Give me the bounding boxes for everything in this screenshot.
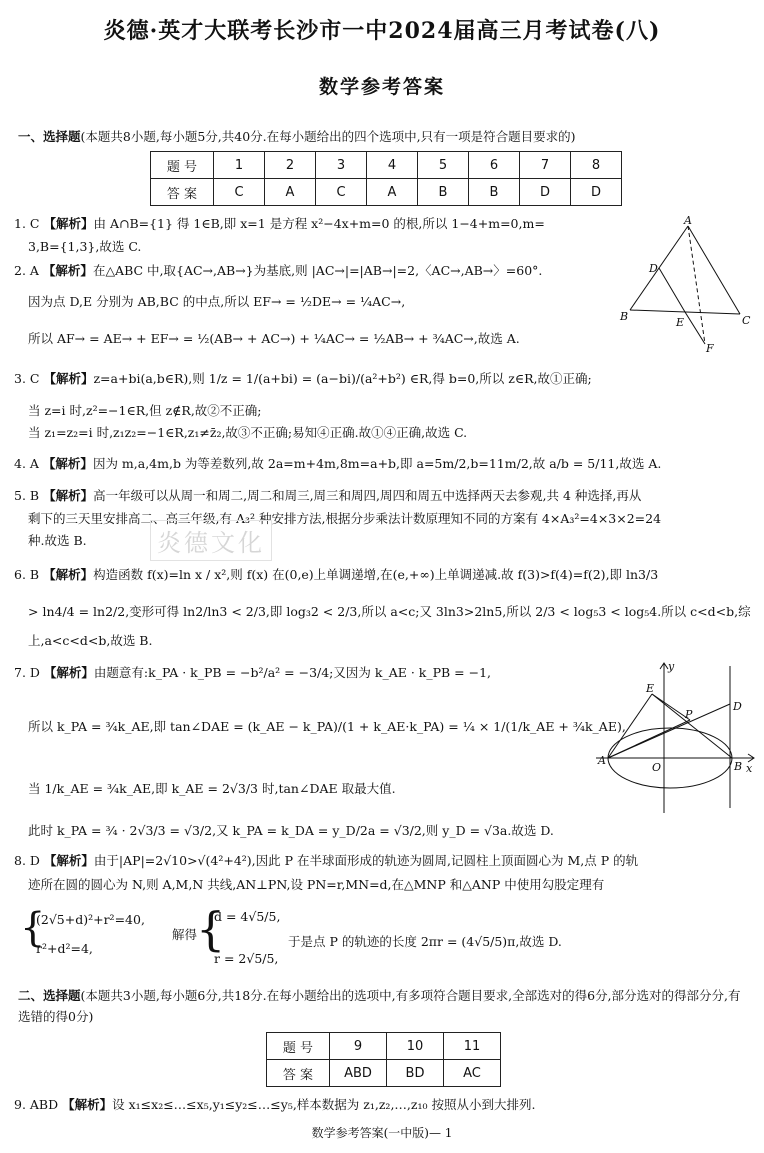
table-cell: 2	[265, 152, 316, 179]
watermark: 炎德文化	[150, 520, 272, 561]
solution-1: 1. C 【解析】由 A∩B={1} 得 1∈B,即 x=1 是方程 x²−4x+m=0 的根,所以 1−4+m=0,m=	[14, 216, 545, 231]
solution-5: 5. B 【解析】高一年级可以从周一和周二,周二和周三,周三和周四,周四和周五中选择两天去参观,共 4 种选择,再从	[14, 488, 642, 503]
row-label: 答 案	[267, 1060, 330, 1087]
label-E: E	[676, 316, 685, 329]
brace-left: {	[20, 905, 46, 951]
solution-7-line-3: 当 1/k_AE = ¾k_AE,即 k_AE = 2√3/3 时,tan∠DAE 取最大值.	[28, 781, 396, 796]
label-A2: A	[598, 754, 606, 767]
table-cell: A	[367, 179, 418, 206]
solution-7-line-2: 所以 k_PA = ¾k_AE,即 tan∠DAE = (k_AE − k_PA)/(1 + k_AE·k_PA) = ¼ × 1/(1/k_AE + ¾k_AE),	[28, 719, 626, 734]
row-label: 题 号	[267, 1033, 330, 1060]
table-cell: BD	[387, 1060, 444, 1087]
label-O: O	[652, 761, 662, 774]
label-F: F	[706, 342, 714, 355]
table-cell: 3	[316, 152, 367, 179]
table-cell: 10	[387, 1033, 444, 1060]
solution-6: 6. B 【解析】构造函数 f(x)=ln x / x²,则 f(x) 在(0,e)上单调递增,在(e,+∞)上单调递减.故 f(3)>f(4)=f(2),即 ln3/3	[14, 567, 659, 582]
section2-heading: 二、选择题(本题共3小题,每小题6分,共18分.在每小题给出的选项中,有多项符合题目要求,全部选对的得6分,部分选对的得部分分,有选错的得0分)	[18, 988, 741, 1024]
solution-6-line-2: > ln4/4 = ln2/2,变形可得 ln2/ln3 < 2/3,即 log₃2 < 2/3,所以 a<c;又 3ln3>2ln5,所以 2/3 < log₅3 < log₅4.所以 c<d<b,综	[28, 604, 751, 619]
brace-right: {	[196, 902, 226, 956]
solution-8-line-2: 迹所在圆的圆心为 N,则 A,M,N 共线,AN⊥PN,设 PN=r,MN=d,在△MNP 和△ANP 中使用勾股定理有	[28, 877, 605, 892]
label-E2: E	[646, 682, 655, 695]
row-label: 答 案	[151, 179, 214, 206]
solution-7: 7. D 【解析】由题意有:k_PA · k_PB = −b²/a² = −3/4;又因为 k_AE · k_PB = −1,	[14, 665, 492, 680]
answer-table-1	[150, 151, 622, 206]
eq-2: r²+d²=4,	[36, 941, 93, 956]
row-label: 题 号	[151, 152, 214, 179]
table-cell: 6	[469, 152, 520, 179]
solution-3-line-2: 当 z=i 时,z²=−1∈R,但 z∉R,故②不正确;	[28, 403, 262, 418]
solution-4: 4. A 【解析】因为 m,a,4m,b 为等差数列,故 2a=m+4m,8m=a+b,即 a=5m/2,b=11m/2,故 a/b = 5/11,故选 A.	[14, 456, 662, 471]
solution-7-line-4: 此时 k_PA = ¾ · 2√3/3 = √3/2,又 k_PA = k_DA = y_D/2a = √3/2,则 y_D = √3a.故选 D.	[28, 823, 554, 838]
table-cell: AC	[444, 1060, 501, 1087]
label-P: P	[685, 708, 693, 721]
label-D2: D	[733, 700, 742, 713]
table-cell: 11	[444, 1033, 501, 1060]
triangle-figure	[612, 214, 760, 356]
solution-3-line-3: 当 z₁=z₂=i 时,z₁z₂=−1∈R,z₁≠z̄₂,故③不正确;易知④正确.故①④正确,故选 C.	[28, 425, 468, 440]
solution-1-line-2: 3,B={1,3},故选 C.	[28, 239, 142, 254]
label-B2: B	[734, 760, 743, 773]
answer-table-2	[266, 1032, 501, 1087]
table-cell: 1	[214, 152, 265, 179]
label-D: D	[649, 262, 658, 275]
page-title: 炎德·英才大联考长沙市一中2024届高三月考试卷(八)	[103, 18, 661, 44]
table-cell: B	[469, 179, 520, 206]
label-A: A	[684, 214, 692, 227]
page-subtitle: 数学参考答案	[318, 76, 445, 98]
label-B: B	[620, 310, 629, 323]
solution-8-conclusion: 于是点 P 的轨迹的长度 2πr = (4√5/5)π,故选 D.	[288, 934, 562, 949]
root-1: d = 4√5/5,	[214, 909, 281, 924]
solution-9: 9. ABD 【解析】设 x₁≤x₂≤…≤x₅,y₁≤y₂≤…≤y₅,样本数据为 z₁,z₂,…,z₁₀ 按照从小到大排列.	[14, 1097, 536, 1112]
eq-1: (2√5+d)²+r²=40,	[36, 912, 145, 927]
solution-2-line-3: 所以 AF→ = AE→ + EF→ = ½(AB→ + AC→) + ¼AC→ = ½AB→ + ¾AC→,故选 A.	[28, 331, 520, 346]
ellipse-figure	[594, 658, 760, 818]
table-cell: D	[571, 179, 622, 206]
solution-5-line-2: 剩下的三天里安排高二、高三年级,有 A₃² 种安排方法,根据分步乘法计数原理知不同的方案有 4×A₃²=4×3×2=24	[28, 511, 662, 526]
table-cell: B	[418, 179, 469, 206]
solution-8: 8. D 【解析】由于|AP|=2√10>√(4²+4²),因此 P 在半球面形成的轨迹为圆周,记圆柱上顶面圆心为 M,点 P 的轨	[14, 853, 639, 868]
solution-6-line-3: 上,a<c<d<b,故选 B.	[28, 633, 153, 648]
table-cell: 5	[418, 152, 469, 179]
table-cell: 9	[330, 1033, 387, 1060]
label-C: C	[742, 314, 751, 327]
section1-heading: 一、选择题(本题共8小题,每小题5分,共40分.在每小题给出的四个选项中,只有一项是符合题目要求的)	[18, 129, 576, 144]
solution-5-line-3: 种.故选 B.	[28, 533, 87, 548]
table-cell: 7	[520, 152, 571, 179]
label-y: y	[668, 660, 675, 673]
solution-2: 2. A 【解析】在△ABC 中,取{AC→,AB→}为基底,则 |AC→|=|AB→|=2,〈AC→,AB→〉=60°.	[14, 263, 543, 278]
solve-word: 解得	[172, 927, 198, 942]
table-cell: D	[520, 179, 571, 206]
table-cell: C	[316, 179, 367, 206]
page-footer: 数学参考答案(一中版)— 1	[311, 1126, 453, 1140]
table-cell: 8	[571, 152, 622, 179]
solution-2-line-2: 因为点 D,E 分别为 AB,BC 的中点,所以 EF→ = ½DE→ = ¼AC→,	[28, 294, 406, 309]
label-x: x	[746, 762, 753, 775]
table-cell: A	[265, 179, 316, 206]
table-cell: ABD	[330, 1060, 387, 1087]
solution-3: 3. C 【解析】z=a+bi(a,b∈R),则 1/z = 1/(a+bi) = (a−bi)/(a²+b²) ∈R,得 b=0,所以 z∈R,故①正确;	[14, 371, 592, 386]
table-cell: 4	[367, 152, 418, 179]
table-cell: C	[214, 179, 265, 206]
root-2: r = 2√5/5,	[214, 951, 279, 966]
